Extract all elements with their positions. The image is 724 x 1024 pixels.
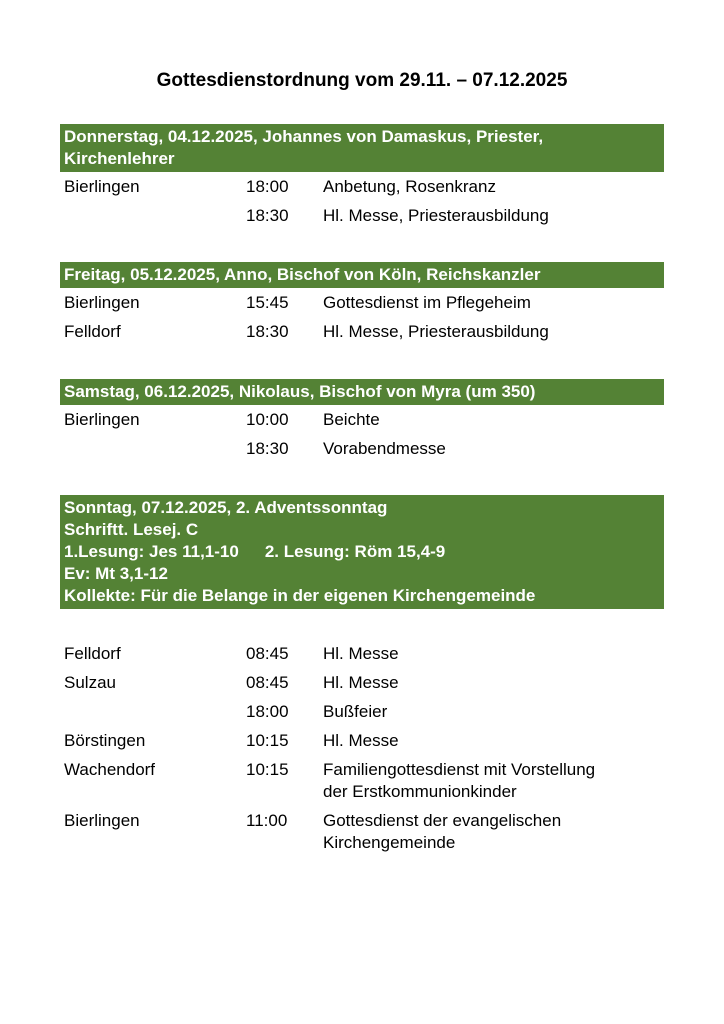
service-event	[323, 292, 653, 314]
day-header-line: Sonntag, 07.12.2025, 2. Adventssonntag	[64, 498, 388, 517]
day-header	[60, 262, 664, 288]
service-place: Felldorf	[64, 322, 121, 341]
service-event	[323, 810, 653, 854]
day-header-line: Samstag, 06.12.2025, Nikolaus, Bischof von Myra (um 350)	[64, 382, 536, 401]
service-place: Wachendorf	[64, 760, 156, 779]
gospel-line: Ev: Mt 3,1-12	[64, 564, 168, 583]
collection-line: Kollekte: Für die Belange in der eigenen Kirchengemeinde	[64, 586, 536, 605]
service-place: Felldorf	[64, 644, 121, 663]
day-section-saturday	[60, 379, 664, 467]
service-row	[60, 176, 664, 198]
service-event	[323, 730, 653, 752]
service-place: Bierlingen	[64, 811, 140, 830]
service-row	[60, 730, 664, 752]
service-row	[60, 701, 664, 723]
service-event-line: Hl. Messe, Priesterausbildung	[323, 206, 549, 225]
service-event-line: Hl. Messe	[323, 644, 399, 663]
service-place: Bierlingen	[64, 293, 140, 312]
service-event-line: Hl. Messe	[323, 673, 399, 692]
service-event	[323, 438, 653, 460]
day-header-line: Schriftt. Lesej. C	[64, 520, 199, 539]
service-row	[60, 205, 664, 227]
service-time: 15:45	[246, 293, 289, 312]
service-event-line: Bußfeier	[323, 702, 388, 721]
service-event	[323, 205, 653, 227]
service-row	[60, 759, 664, 803]
first-reading: 1.Lesung: Jes 11,1-10	[64, 542, 239, 561]
service-time: 18:00	[246, 177, 289, 196]
service-time: 08:45	[246, 673, 289, 692]
service-time: 10:15	[246, 731, 289, 750]
day-header-line: Donnerstag, 04.12.2025, Johannes von Damaskus, Priester,	[64, 127, 544, 146]
day-header	[60, 124, 664, 172]
service-time: 10:15	[246, 760, 289, 779]
day-section-thursday	[60, 124, 664, 234]
service-event	[323, 176, 653, 198]
service-event	[323, 643, 653, 665]
service-time: 08:45	[246, 644, 289, 663]
service-event-line: Beichte	[323, 410, 380, 429]
service-event-line: Kirchengemeinde	[323, 833, 456, 852]
service-time: 11:00	[246, 811, 288, 830]
service-row	[60, 321, 664, 343]
service-time: 18:30	[246, 439, 289, 458]
page-title: Gottesdienstordnung vom 29.11. – 07.12.2025	[156, 70, 568, 91]
service-event-line: Vorabendmesse	[323, 439, 446, 458]
service-event	[323, 759, 653, 803]
service-event	[323, 321, 653, 343]
service-event-line: Hl. Messe	[323, 731, 399, 750]
service-event-line: Familiengottesdienst mit Vorstellung	[323, 760, 596, 779]
service-event-line: Hl. Messe, Priesterausbildung	[323, 322, 549, 341]
service-event-line: Gottesdienst im Pflegeheim	[323, 293, 531, 312]
second-reading: 2. Lesung: Röm 15,4-9	[264, 542, 446, 561]
day-section-sunday	[60, 495, 664, 861]
service-row	[60, 643, 664, 665]
service-event-line: Gottesdienst der evangelischen	[323, 811, 562, 830]
day-header	[60, 379, 664, 405]
service-time: 10:00	[246, 410, 289, 429]
day-header	[60, 495, 664, 609]
day-header-line: Kirchenlehrer	[64, 149, 175, 168]
service-place: Bierlingen	[64, 177, 140, 196]
service-place: Börstingen	[64, 731, 146, 750]
service-time: 18:30	[246, 322, 289, 341]
service-event	[323, 409, 653, 431]
day-header-line: Freitag, 05.12.2025, Anno, Bischof von Köln, Reichskanzler	[64, 265, 541, 284]
service-row	[60, 409, 664, 431]
service-row	[60, 438, 664, 460]
service-place: Sulzau	[64, 673, 116, 692]
readings-line	[64, 541, 660, 563]
service-time: 18:30	[246, 206, 289, 225]
service-place: Bierlingen	[64, 410, 140, 429]
service-row	[60, 292, 664, 314]
day-section-friday	[60, 262, 664, 350]
service-row	[60, 810, 664, 854]
service-row	[60, 672, 664, 694]
service-event	[323, 701, 653, 723]
service-time: 18:00	[246, 702, 289, 721]
service-event-line: der Erstkommunionkinder	[323, 782, 517, 801]
service-event	[323, 672, 653, 694]
service-event-line: Anbetung, Rosenkranz	[323, 177, 496, 196]
